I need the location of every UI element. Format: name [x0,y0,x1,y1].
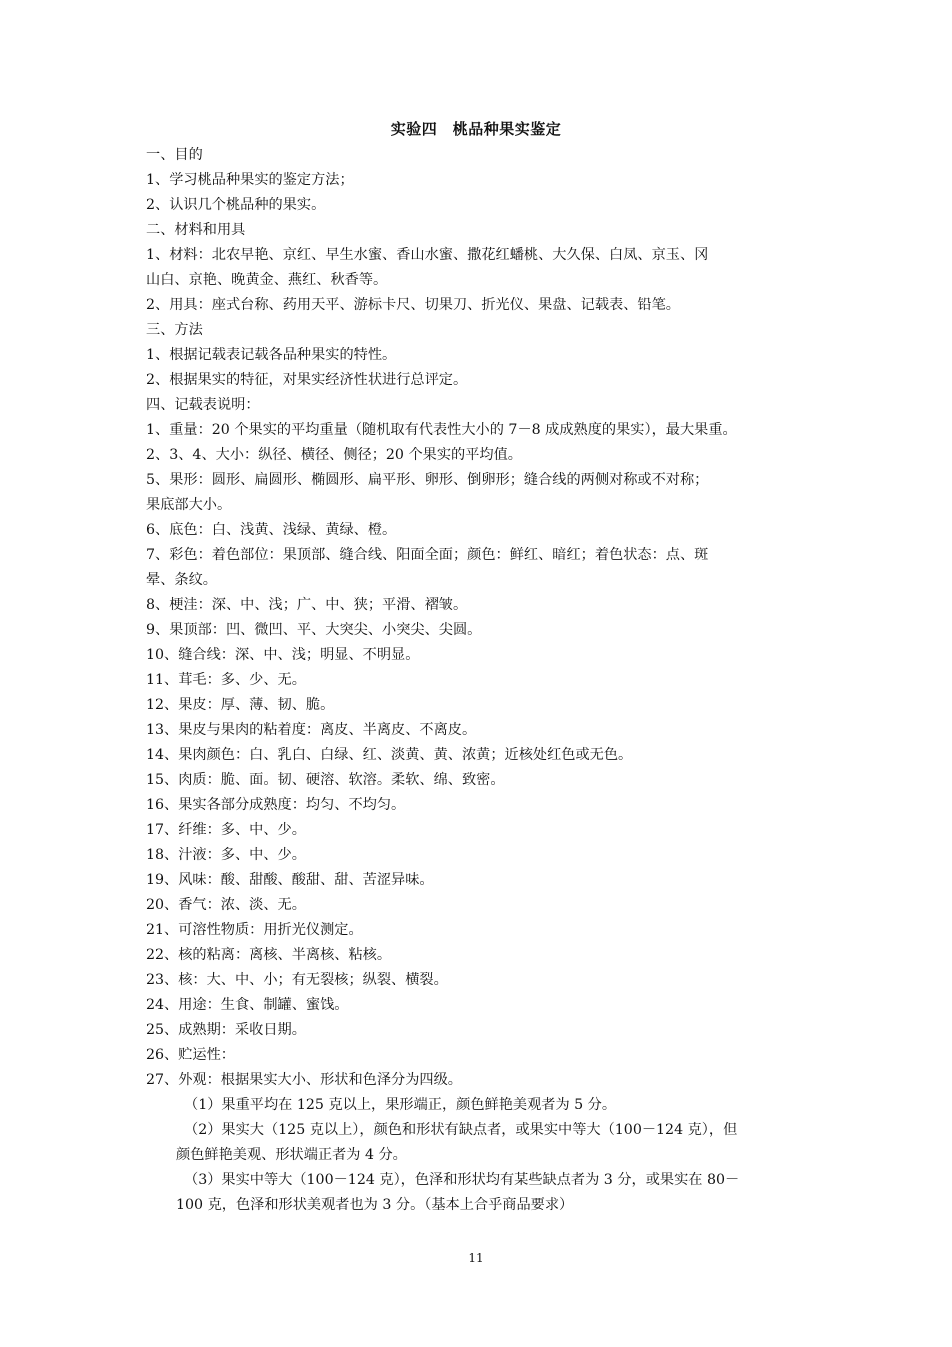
text-line: 22、核的粘离：离核、半离核、粘核。 [146,947,392,963]
text-line: 2、根据果实的特征，对果实经济性状进行总评定。 [146,372,468,388]
grade-item-continuation: 颜色鲜艳美观、形状端正者为 4 分。 [176,1147,407,1163]
text-line: 5、果形：圆形、扁圆形、椭圆形、扁平形、卵形、倒卵形；缝合线的两侧对称或不对称； [146,472,709,488]
text-line: 11、茸毛：多、少、无。 [146,672,306,688]
section-heading-materials: 二、材料和用具 [146,222,246,238]
text-line: 15、肉质：脆、面。韧、硬溶、软溶。柔软、绵、致密。 [146,772,505,788]
text-line: 13、果皮与果肉的粘着度：离皮、半离皮、不离皮。 [146,722,477,738]
document-body [146,143,814,1218]
text-line: 12、果皮：厚、薄、韧、脆。 [146,697,335,713]
section-heading-record-notes: 四、记载表说明： [146,397,260,413]
text-line: 2、认识几个桃品种的果实。 [146,197,326,213]
text-line: 1、学习桃品种果实的鉴定方法； [146,172,354,188]
text-line: 果底部大小。 [146,497,232,513]
grade-item: （2）果实大（125 克以上），颜色和形状有缺点者，或果实中等大（100－124 克），但 [184,1122,738,1138]
page-number: 11 [468,1251,484,1265]
text-line: 晕、条纹。 [146,572,217,588]
text-line: 2、3、4、大小：纵径、横径、侧径；20 个果实的平均值。 [146,447,522,463]
text-line: 23、核：大、中、小；有无裂核；纵裂、横裂。 [146,972,448,988]
text-line: 16、果实各部分成熟度：均匀、不均匀。 [146,797,406,813]
text-line: 2、用具：座式台称、药用天平、游标卡尺、切果刀、折光仪、果盘、记载表、铅笔。 [146,297,680,313]
text-line: 21、可溶性物质：用折光仪测定。 [146,922,363,938]
text-line: 10、缝合线：深、中、浅；明显、不明显。 [146,647,420,663]
text-line: 9、果顶部：凹、微凹、平、大突尖、小突尖、尖圆。 [146,622,482,638]
page-title: 实验四 桃品种果实鉴定 [390,120,562,138]
text-line: 20、香气：浓、淡、无。 [146,897,306,913]
grade-item-continuation: 100 克，色泽和形状美观者也为 3 分。（基本上合乎商品要求） [176,1197,574,1213]
text-line: 1、重量：20 个果实的平均重量（随机取有代表性大小的 7－8 成成熟度的果实），最大果重。 [146,422,737,438]
text-line: 24、用途：生食、制罐、蜜饯。 [146,997,349,1013]
section-heading-method: 三、方法 [146,322,203,338]
text-line: 8、梗洼：深、中、浅；广、中、狭；平滑、褶皱。 [146,597,468,613]
text-line: 17、纤维：多、中、少。 [146,822,306,838]
text-line: 1、根据记载表记载各品种果实的特性。 [146,347,397,363]
text-line: 山白、京艳、晚黄金、燕红、秋香等。 [146,272,388,288]
grade-item: （3）果实中等大（100－124 克），色泽和形状均有某些缺点者为 3 分，或果实在 80－ [184,1172,740,1188]
text-line: 14、果肉颜色：白、乳白、白绿、红、淡黄、黄、浓黄；近核处红色或无色。 [146,747,633,763]
text-line: 25、成熟期：采收日期。 [146,1022,306,1038]
text-line: 19、风味：酸、甜酸、酸甜、甜、苦涩异味。 [146,872,434,888]
grade-item: （1）果重平均在 125 克以上，果形端正，颜色鲜艳美观者为 5 分。 [184,1097,617,1113]
text-line: 1、材料：北农早艳、京红、早生水蜜、香山水蜜、撒花红蟠桃、大久保、白凤、京玉、冈 [146,247,709,263]
section-heading-purpose: 一、目的 [146,147,203,163]
text-line: 6、底色：白、浅黄、浅绿、黄绿、橙。 [146,522,397,538]
text-line: 7、彩色：着色部位：果顶部、缝合线、阳面全面；颜色：鲜红、暗红；着色状态：点、斑 [146,547,709,563]
text-line: 26、贮运性： [146,1047,235,1063]
text-line: 27、外观：根据果实大小、形状和色泽分为四级。 [146,1072,462,1088]
text-line: 18、汁液：多、中、少。 [146,847,306,863]
